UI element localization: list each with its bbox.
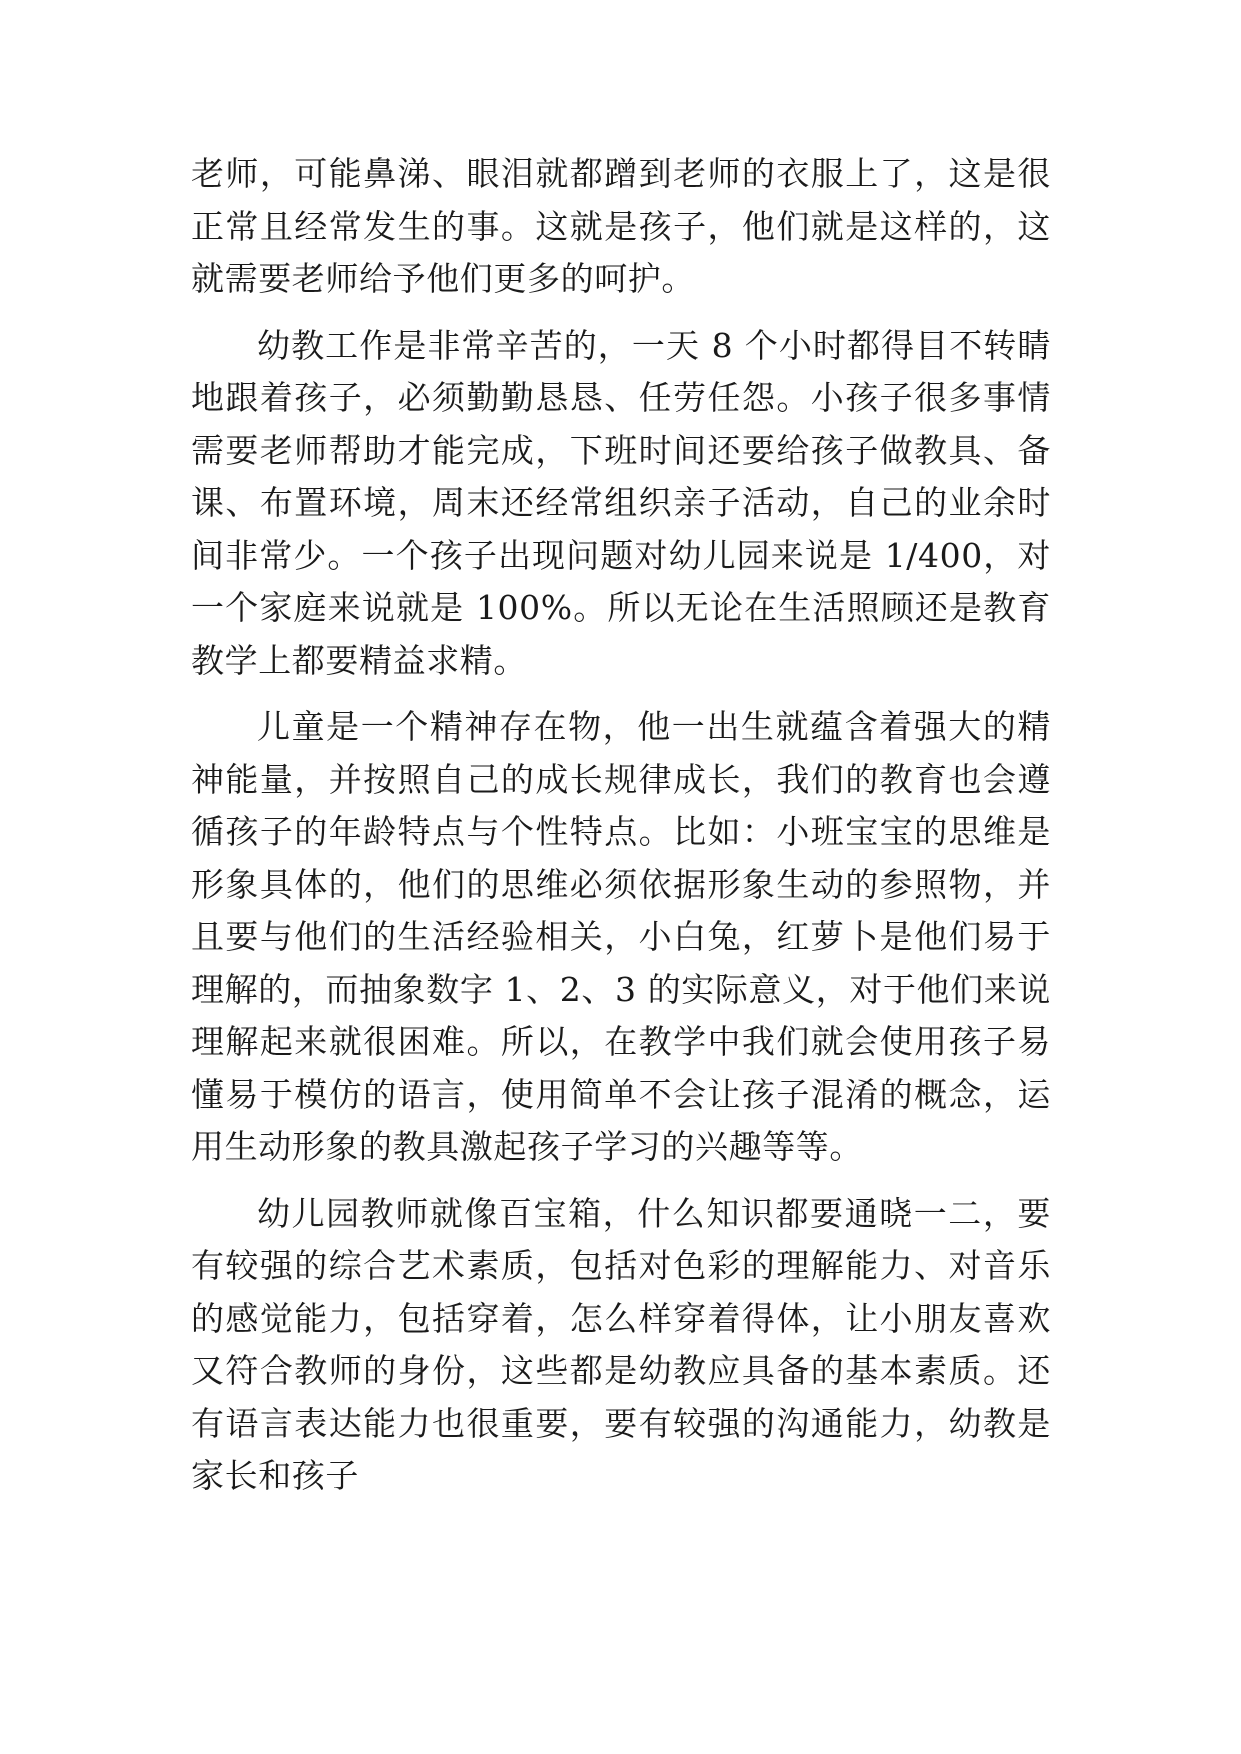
document-body (191, 148, 1051, 1503)
paragraph-teaching-work: 幼教工作是非常辛苦的，一天 8 个小时都得目不转睛地跟着孩子，必须勤勤恳恳、任劳任怨。小孩子很多事情需要老师帮助才能完成，下班时间还要给孩子做教具、备课、布置环境，周末还经常组织亲子活动，自己的业余时间非常少。一个孩子出现问题对幼儿园来说是 1/400，对一个家庭来说就是 100%。所以无论在生活照顾还是教育教学上都要精益求精。 (191, 325, 1051, 680)
paragraph-child-spirit: 儿童是一个精神存在物，他一出生就蕴含着强大的精神能量，并按照自己的成长规律成长，我们的教育也会遵循孩子的年龄特点与个性特点。比如：小班宝宝的思维是形象具体的，他们的思维必须依据形象生动的参照物，并且要与他们的生活经验相关，小白兔，红萝卜是他们易于理解的，而抽象数字 1、2、3 的实际意义，对于他们来说理解起来就很困难。所以，在教学中我们就会使用孩子易懂易于模仿的语言，使用简单不会让孩子混淆的概念，运用生动形象的教具激起孩子学习的兴趣等等。 (191, 707, 1051, 1166)
paragraph-teacher-qualities: 幼儿园教师就像百宝箱，什么知识都要通晓一二，要有较强的综合艺术素质，包括对色彩的理解能力、对音乐的感觉能力，包括穿着，怎么样穿着得体，让小朋友喜欢又符合教师的身份，这些都是幼教应具备的基本素质。还有语言表达能力也很重要，要有较强的沟通能力，幼教是家长和孩子 (191, 1193, 1051, 1495)
paragraph-continued: 老师，可能鼻涕、眼泪就都蹭到老师的衣服上了，这是很正常且经常发生的事。这就是孩子，他们就是这样的，这就需要老师给予他们更多的呵护。 (191, 154, 1051, 298)
